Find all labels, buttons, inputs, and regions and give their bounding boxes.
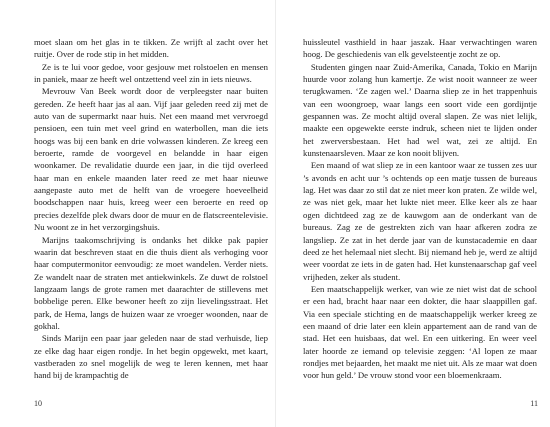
paragraph: Een maand of wat sliep ze in een kantoor waar ze tussen zes uur ’s avonds en acht uur ’s ochtends op een matje tussen de bureaus lag. Het was daar zo stil dat ze niet meer kon praten. Ze wilde wel, ze was niet gek, maar het lukte niet meer. Elke keer als ze haar ogen dichtdeed zag ze de kauwgom aan de onderkant van de bureaus. Zag ze de gestrekten zich van haar afkeren zodra ze langsliep. Ze zat in het derde jaar van de kunstacademie en daar deed ze het helemaal niet slecht. Bij niemand heb je, werd ze altijd weer voordat ze iets in de gaten had. Het kunstenaarschap gaf veel vrijheden, zeker als student. bbox=[303, 160, 537, 282]
gutter bbox=[275, 0, 276, 427]
left-page bbox=[34, 36, 268, 382]
paragraph: Mevrouw Van Beek wordt door de verpleegster naar buiten gereden. Ze heeft haar jas al aan. Vijf jaar geleden reed zij met de auto van de supermarkt naar huis. Net een maand met vervroegd pensioen, een tuin met veel grind en waterbollen, man die iets hoogs was bij een bank en drie volwassen kinderen. Ze kreeg een beroerte, ramde de voorgevel en belandde in haar eigen woonkamer. De revalidatie duurde een jaar, in die tijd overleed haar man en enkele maanden later reed ze met haar nieuwe aangepaste auto met de helft van de vroegere hoeveelheid boodschappen naar huis, kreeg weer een beroerte en reed op precies dezelfde plek dwars door de muur en de flatscreentelevisie. Nu woont ze in het verzorgingshuis. bbox=[34, 86, 268, 233]
page-number-left: 10 bbox=[34, 399, 42, 408]
paragraph: moet slaan om het glas in te tikken. Ze wrijft al zacht over het ruitje. Over de rode stip in het midden. bbox=[34, 37, 268, 60]
paragraph: Studenten gingen naar Zuid-Amerika, Canada, Tokio en Marijn huurde voor zolang hun kamertje. Ze wist nooit wanneer ze weer terugkwamen. ‘Ze zagen wel.’ Daarna sliep ze in het trappenhuis van een woongroep, waar langs een soort vide een gordijntje gespannen was. Ze mocht altijd overal slapen. Ze was niet lelijk, maakte een opgewekte eerste indruk, scheen niet te lijden onder het zwerversbestaan. Het had wel wat, zei ze altijd. En kunstenaarsleven. Maar ze kon nooit blijven. bbox=[303, 61, 537, 159]
paragraph: Een maatschappelijk werker, van wie ze niet wist dat de school er een had, bracht haar naar een dokter, die haar slaappillen gaf. Via een speciale stichting en de maatschappelijk werker kreeg ze een maand of drie later een klein appartement aan de rand van de stad. Het een huisbaas, dat wel. En een uitkering. En weer veel later hoorde ze iemand op televisie zeggen: ‘Al lopen ze maar rondjes met bejaarden, het maakt me niet uit. Als ze maar wat doen voor hun geld.’ De vrouw stond voor een bloemenkraam. bbox=[303, 283, 537, 381]
paragraph: Sinds Marijn een paar jaar geleden naar de stad verhuisde, liep ze elke dag haar eigen rondje. In het begin opgewekt, met kaart, vastberaden zo snel mogelijk de weg te leren kennen, met haar hand bij de krampachtig de bbox=[34, 333, 268, 381]
paragraph: huissleutel vasthield in haar jaszak. Haar verwachtingen waren hoog. De geschiedenis van elk gevelsteentje zocht ze op. bbox=[303, 37, 537, 60]
page-number-right: 11 bbox=[530, 399, 538, 408]
right-page bbox=[303, 36, 537, 382]
paragraph: Ze is te lui voor gedoe, voor gesjouw met rolstoelen en mensen in paniek, maar ze heeft wel ontzettend veel zin in iets nieuws. bbox=[34, 61, 268, 85]
paragraph: Marijns taakomschrijving is ondanks het dikke pak papier waarin dat beschreven staat en die thuis dient als verhoging voor haar computermonitor eenvoudig: ze moet wandelen. Verder niets. Ze wandelt naar de straten met antiekwinkels. Ze duwt de rolstoel langzaam langs de grote ramen met daarachter de stillevens met bobbelige peren. Elke bewoner heeft zo zijn lievelingsstraat. Het park, de Hema, langs de huizen waar ze vroeger woonden, naar de gokhal. bbox=[34, 234, 268, 331]
